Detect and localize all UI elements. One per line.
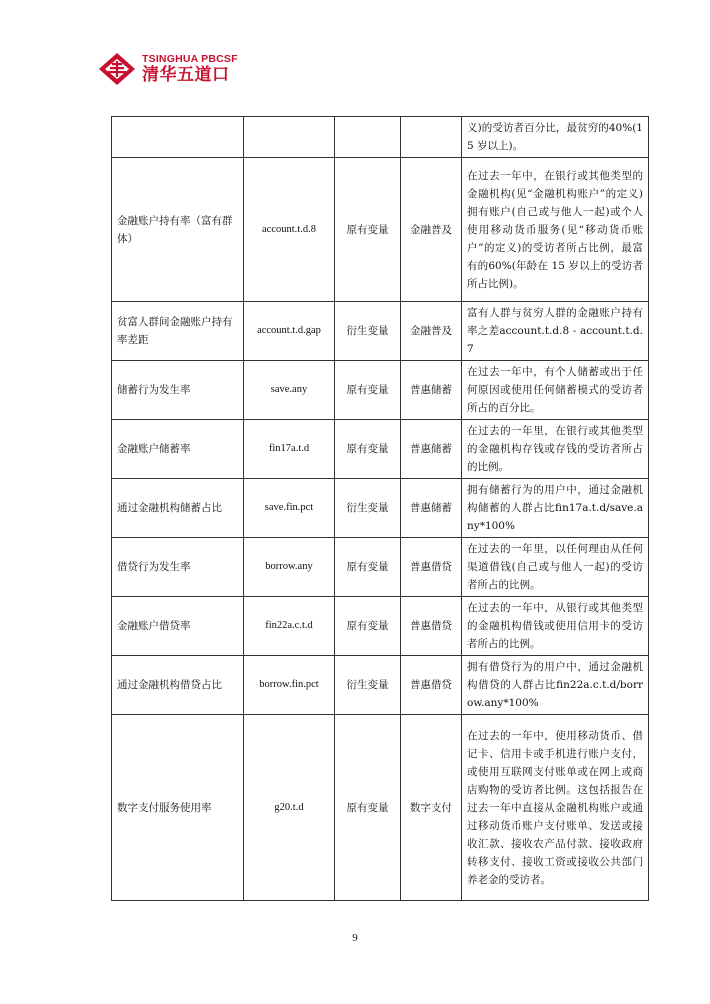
indicator-name-cell: 借贷行为发生率 — [112, 538, 244, 597]
description-cell: 拥有储蓄行为的用户中，通过金融机构储蓄的人群占比fin17a.t.d/save.any*100% — [462, 479, 649, 538]
description-cell: 义)的受访者百分比，最贫穷的40%(15 岁以上)。 — [462, 117, 649, 158]
tsinghua-pbcsf-logo-icon — [98, 52, 136, 86]
category-cell: 普惠借贷 — [401, 597, 462, 656]
table-row — [112, 302, 649, 361]
variable-code-cell: fin22a.c.t.d — [244, 597, 335, 656]
variable-code-cell — [244, 117, 335, 158]
table-row — [112, 479, 649, 538]
variable-code-cell: borrow.fin.pct — [244, 656, 335, 715]
table-row — [112, 420, 649, 479]
category-cell: 金融普及 — [401, 302, 462, 361]
table-row — [112, 597, 649, 656]
indicator-name-cell: 数字支付服务使用率 — [112, 715, 244, 901]
indicator-table — [111, 116, 649, 901]
table-row — [112, 117, 649, 158]
indicator-name-cell: 储蓄行为发生率 — [112, 361, 244, 420]
category-cell: 金融普及 — [401, 158, 462, 302]
table-row — [112, 158, 649, 302]
variable-code-cell: account.t.d.gap — [244, 302, 335, 361]
category-cell — [401, 117, 462, 158]
indicator-name-cell — [112, 117, 244, 158]
indicator-name-cell: 通过金融机构储蓄占比 — [112, 479, 244, 538]
logo-english-name: TSINGHUA PBCSF — [142, 53, 238, 65]
header-logo — [98, 52, 238, 86]
category-cell: 普惠借贷 — [401, 656, 462, 715]
variable-code-cell: g20.t.d — [244, 715, 335, 901]
variable-code-cell: save.any — [244, 361, 335, 420]
description-cell: 在过去的一年里，在银行或其他类型的金融机构存钱或存钱的受访者所占的比例。 — [462, 420, 649, 479]
description-cell: 在过去一年中，在银行或其他类型的金融机构(见“金融机构账户”的定义)拥有账户(自己或与他人一起)或个人使用移动货币服务(见“移动货币账户”的定义)的受访者所占比例，最富有的60%(年龄在 15 岁以上的受访者所占比例)。 — [462, 158, 649, 302]
table-row — [112, 538, 649, 597]
variable-type-cell — [335, 117, 401, 158]
variable-code-cell: save.fin.pct — [244, 479, 335, 538]
description-cell: 拥有借贷行为的用户中，通过金融机构借贷的人群占比fin22a.c.t.d/borrow.any*100% — [462, 656, 649, 715]
description-cell: 在过去的一年里，以任何理由从任何渠道借钱(自己或与他人一起)的受访者所占的比例。 — [462, 538, 649, 597]
variable-type-cell: 原有变量 — [335, 420, 401, 479]
variable-code-cell: account.t.d.8 — [244, 158, 335, 302]
category-cell: 普惠储蓄 — [401, 420, 462, 479]
variable-type-cell: 原有变量 — [335, 597, 401, 656]
description-cell: 在过去一年中，有个人储蓄或出于任何原因或使用任何储蓄模式的受访者所占的百分比。 — [462, 361, 649, 420]
logo-text — [142, 53, 238, 85]
indicator-name-cell: 金融账户持有率（富有群体） — [112, 158, 244, 302]
variable-type-cell: 原有变量 — [335, 715, 401, 901]
table-row — [112, 656, 649, 715]
category-cell: 普惠储蓄 — [401, 479, 462, 538]
variable-type-cell: 衍生变量 — [335, 656, 401, 715]
variable-code-cell: fin17a.t.d — [244, 420, 335, 479]
description-cell: 在过去的一年中，从银行或其他类型的金融机构借钱或使用信用卡的受访者所占的比例。 — [462, 597, 649, 656]
description-cell: 在过去的一年中，使用移动货币、借记卡、信用卡或手机进行账户支付，或使用互联网支付账单或在网上或商店购物的受访者比例。这包括报告在过去一年中直接从金融机构账户或通过移动货币账户支付账单、发送或接收汇款、接收农产品付款、接收政府转移支付、接收工资或接收公共部门养老金的受访者。 — [462, 715, 649, 901]
variable-type-cell: 原有变量 — [335, 538, 401, 597]
description-cell: 富有人群与贫穷人群的金融账户持有率之差account.t.d.8 - account.t.d.7 — [462, 302, 649, 361]
category-cell: 普惠储蓄 — [401, 361, 462, 420]
indicator-name-cell: 金融账户借贷率 — [112, 597, 244, 656]
indicator-name-cell: 金融账户储蓄率 — [112, 420, 244, 479]
category-cell: 数字支付 — [401, 715, 462, 901]
table-row — [112, 361, 649, 420]
category-cell: 普惠借贷 — [401, 538, 462, 597]
indicator-name-cell: 通过金融机构借贷占比 — [112, 656, 244, 715]
variable-type-cell: 衍生变量 — [335, 479, 401, 538]
indicator-name-cell: 贫富人群间金融账户持有率差距 — [112, 302, 244, 361]
logo-chinese-name: 清华五道口 — [142, 65, 230, 85]
variable-type-cell: 衍生变量 — [335, 302, 401, 361]
table-row — [112, 715, 649, 901]
variable-code-cell: borrow.any — [244, 538, 335, 597]
variable-type-cell: 原有变量 — [335, 158, 401, 302]
variable-type-cell: 原有变量 — [335, 361, 401, 420]
page-number: 9 — [352, 932, 358, 944]
